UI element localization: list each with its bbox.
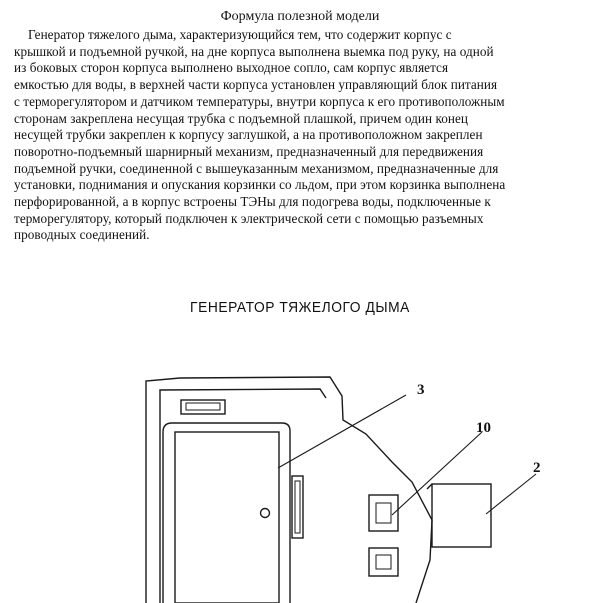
callout-label-10: 10 [476, 420, 491, 436]
claim-line: из боковых сторон корпуса выполнено выходное сопло, сам корпус является [14, 60, 449, 76]
callout-label-2: 2 [533, 460, 541, 476]
leader-line-2 [486, 474, 536, 514]
claim-line: крышкой и подъемной ручкой, на дне корпуса выполнена выемка под руку, на одной [14, 43, 494, 59]
claim-line: емкостью для воды, в верхней части корпуса установлен управляющий блок питания [14, 77, 498, 93]
claim-line: поворотно-подъемный шарнирный механизм, предназначенный для передвижения [14, 143, 484, 159]
control-display [376, 503, 391, 523]
control-button-lower-inner [376, 555, 391, 569]
claim-line: несущей трубки закреплен к корпусу заглушкой, а на противоположном закреплен [14, 127, 483, 143]
claim-line: проводных соединений. [14, 227, 150, 243]
control-button-lower [369, 548, 398, 576]
claim-line: установки, поднимания и опускания корзинки со льдом, при этом корзинка выполнена [14, 177, 506, 193]
side-slot-inner [295, 481, 300, 533]
nozzle-seam [427, 484, 432, 489]
document-title: Формула полезной модели [220, 9, 380, 24]
screw-icon [261, 509, 270, 518]
lid-handle [181, 400, 225, 414]
leader-line-10 [392, 432, 482, 515]
claim-line: перфорированной, а в корпус встроены ТЭНы для подогрева воды, подключенные к [14, 194, 491, 210]
housing-inner-contour [160, 389, 326, 603]
callout-label-3: 3 [417, 382, 425, 398]
claim-line: с терморегулятором и датчиком температуры, внутри корпуса к его противоположным [14, 93, 505, 109]
figure-title: ГЕНЕРАТОР ТЯЖЕЛОГО ДЫМА [190, 299, 410, 316]
claim-line: терморегулятору, который подключен к электрической сети с помощью разъемных [14, 210, 484, 226]
claim-line: Генератор тяжелого дыма, характеризующийся тем, что содержит корпус с [28, 27, 452, 42]
claim-line: сторонам закреплена несущая трубка с подъемной плашкой, причем один конец [14, 110, 469, 126]
lid-handle-inner [186, 403, 220, 410]
side-slot [292, 476, 303, 538]
lid-frame [163, 423, 290, 603]
claim-line: подъемной ручки, соединенной с вышеуказанным механизмом, предназначенные для [14, 160, 499, 176]
outlet-nozzle [432, 484, 491, 547]
